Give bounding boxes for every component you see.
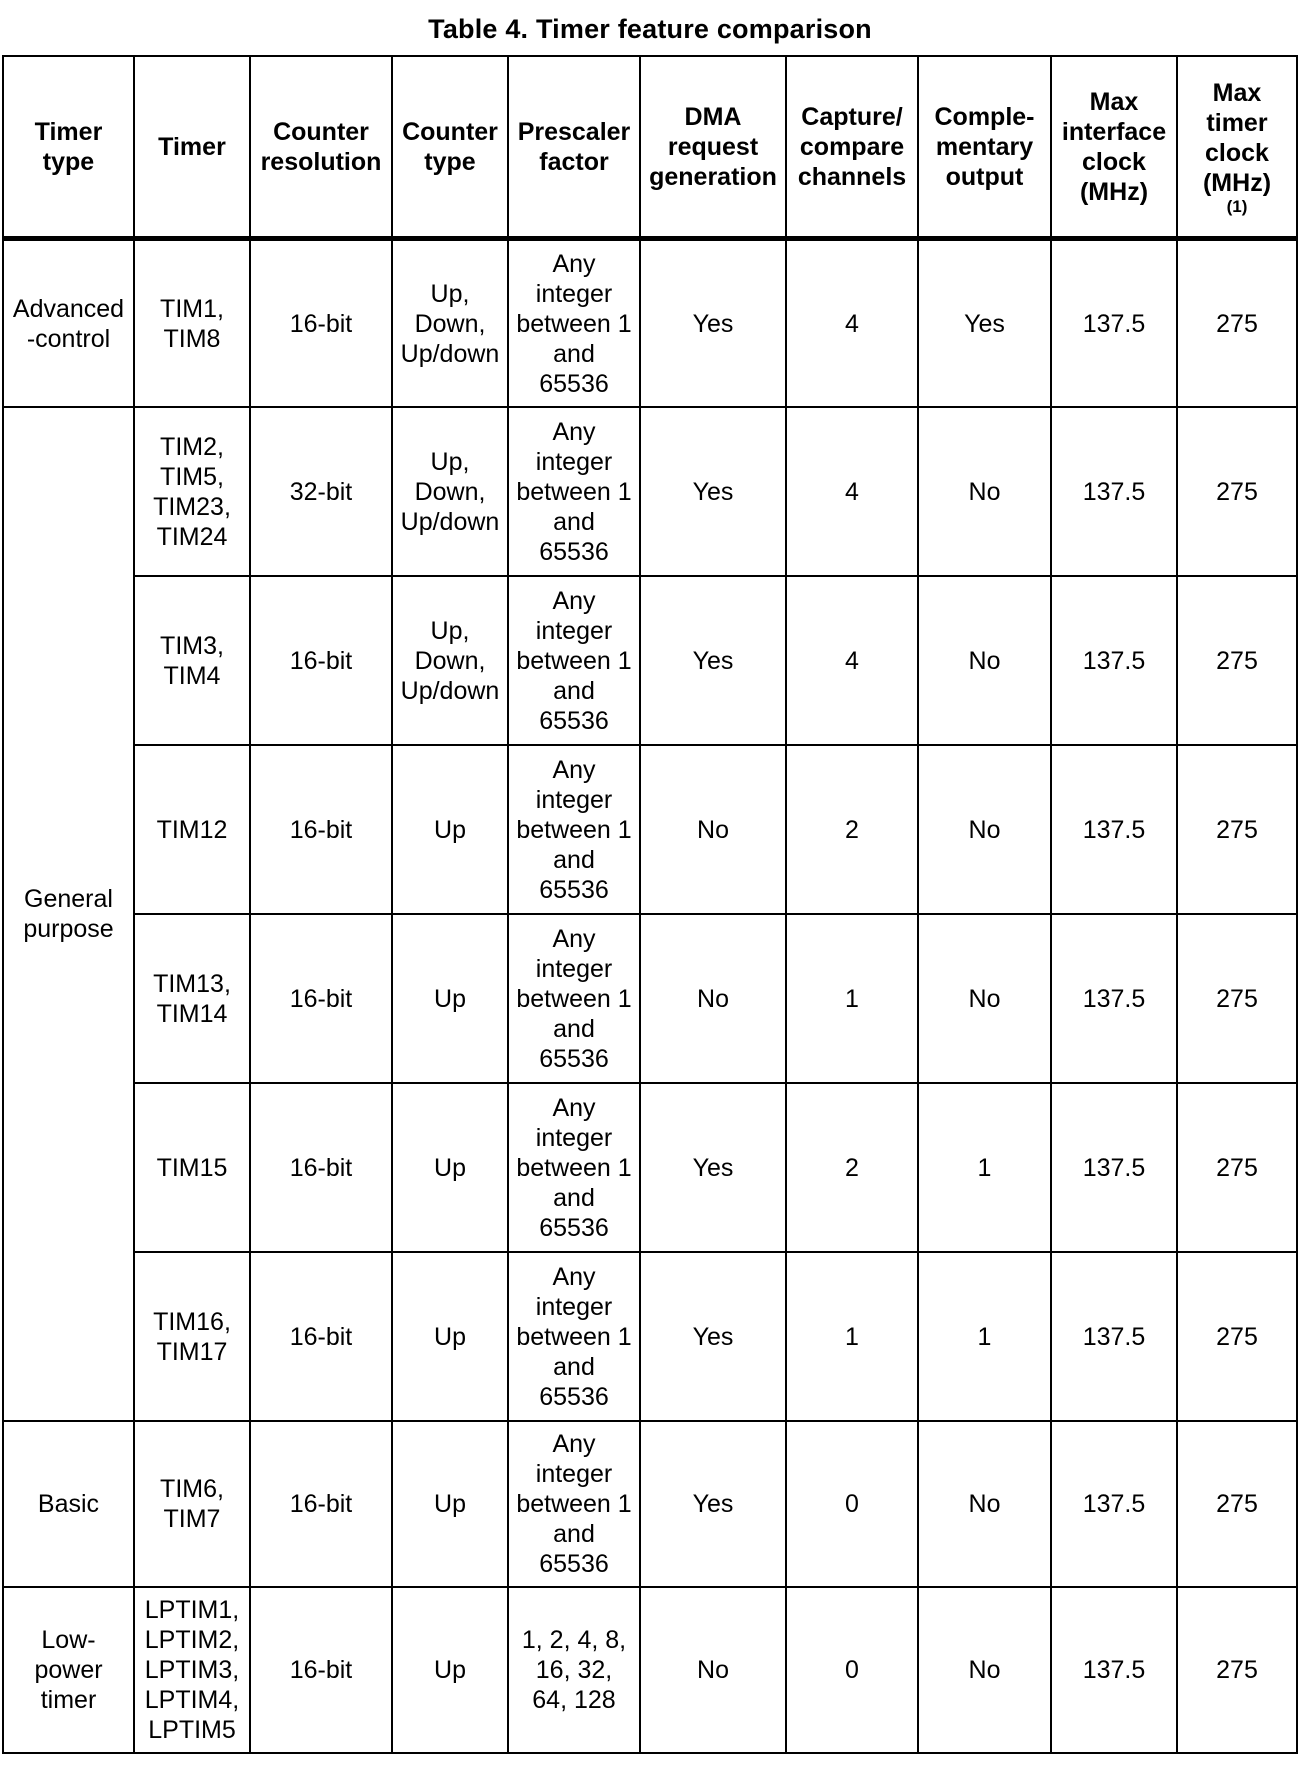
cell-prescaler: Any integer between 1 and 65536 — [508, 239, 640, 408]
cell-timer: TIM1, TIM8 — [134, 239, 250, 408]
table-row — [3, 914, 1297, 1083]
cell-max-interface-clock: 137.5 — [1051, 1587, 1177, 1753]
table-row — [3, 576, 1297, 745]
cell-dma: No — [640, 1587, 786, 1753]
header-counter-type: Counter type — [392, 56, 508, 239]
cell-timer: TIM12 — [134, 745, 250, 914]
header-max-timer-clock-label: Max timer clock (MHz) — [1202, 79, 1272, 197]
header-dma-request: DMA request generation — [640, 56, 786, 239]
cell-max-interface-clock: 137.5 — [1051, 1083, 1177, 1252]
header-capture-compare: Capture/ compare channels — [786, 56, 918, 239]
cell-complementary: No — [918, 914, 1051, 1083]
cell-resolution: 16-bit — [250, 745, 392, 914]
header-counter-resolution: Counter resolution — [250, 56, 392, 239]
cell-max-interface-clock: 137.5 — [1051, 576, 1177, 745]
cell-timer: TIM13, TIM14 — [134, 914, 250, 1083]
cell-timer: TIM15 — [134, 1083, 250, 1252]
cell-resolution: 16-bit — [250, 1083, 392, 1252]
cell-prescaler: Any integer between 1 and 65536 — [508, 1252, 640, 1421]
table-row — [3, 1252, 1297, 1421]
cell-timer: LPTIM1, LPTIM2, LPTIM3, LPTIM4, LPTIM5 — [134, 1587, 250, 1753]
cell-resolution: 16-bit — [250, 1421, 392, 1587]
cell-capture: 2 — [786, 1083, 918, 1252]
cell-max-timer-clock: 275 — [1177, 1587, 1297, 1753]
group-advanced-control: Advanced -control — [3, 239, 134, 408]
cell-complementary: No — [918, 407, 1051, 576]
cell-dma: Yes — [640, 239, 786, 408]
cell-prescaler: Any integer between 1 and 65536 — [508, 1083, 640, 1252]
header-complementary-output: Comple- mentary output — [918, 56, 1051, 239]
cell-max-interface-clock: 137.5 — [1051, 745, 1177, 914]
cell-max-timer-clock: 275 — [1177, 1252, 1297, 1421]
cell-capture: 2 — [786, 745, 918, 914]
cell-counter-type: Up, Down, Up/down — [392, 576, 508, 745]
cell-complementary: No — [918, 1587, 1051, 1753]
cell-prescaler: Any integer between 1 and 65536 — [508, 1421, 640, 1587]
group-low-power-timer: Low- power timer — [3, 1587, 134, 1753]
cell-capture: 1 — [786, 914, 918, 1083]
cell-capture: 4 — [786, 407, 918, 576]
table-title: Table 4. Timer feature comparison — [428, 14, 872, 44]
cell-capture: 0 — [786, 1421, 918, 1587]
cell-max-interface-clock: 137.5 — [1051, 1421, 1177, 1587]
table-row — [3, 1421, 1297, 1587]
cell-resolution: 16-bit — [250, 1587, 392, 1753]
cell-counter-type: Up — [392, 1421, 508, 1587]
header-max-interface-clock: Max interface clock (MHz) — [1051, 56, 1177, 239]
cell-counter-type: Up, Down, Up/down — [392, 407, 508, 576]
cell-max-timer-clock: 275 — [1177, 745, 1297, 914]
cell-max-timer-clock: 275 — [1177, 576, 1297, 745]
cell-dma: Yes — [640, 1421, 786, 1587]
cell-max-timer-clock: 275 — [1177, 239, 1297, 408]
cell-counter-type: Up — [392, 1083, 508, 1252]
header-prescaler-factor: Prescaler factor — [508, 56, 640, 239]
cell-counter-type: Up — [392, 1252, 508, 1421]
cell-max-interface-clock: 137.5 — [1051, 1252, 1177, 1421]
cell-prescaler: Any integer between 1 and 65536 — [508, 745, 640, 914]
cell-max-interface-clock: 137.5 — [1051, 239, 1177, 408]
cell-complementary: 1 — [918, 1083, 1051, 1252]
cell-counter-type: Up, Down, Up/down — [392, 239, 508, 408]
header-row — [3, 56, 1297, 239]
cell-capture: 0 — [786, 1587, 918, 1753]
cell-complementary: Yes — [918, 239, 1051, 408]
cell-max-timer-clock: 275 — [1177, 1421, 1297, 1587]
cell-max-interface-clock: 137.5 — [1051, 914, 1177, 1083]
cell-capture: 4 — [786, 576, 918, 745]
cell-counter-type: Up — [392, 914, 508, 1083]
cell-complementary: 1 — [918, 1252, 1051, 1421]
table-row — [3, 1587, 1297, 1753]
cell-max-timer-clock: 275 — [1177, 1083, 1297, 1252]
cell-timer: TIM2, TIM5, TIM23, TIM24 — [134, 407, 250, 576]
cell-timer: TIM3, TIM4 — [134, 576, 250, 745]
cell-complementary: No — [918, 745, 1051, 914]
cell-max-timer-clock: 275 — [1177, 914, 1297, 1083]
cell-dma: Yes — [640, 1083, 786, 1252]
cell-dma: No — [640, 914, 786, 1083]
cell-resolution: 16-bit — [250, 914, 392, 1083]
cell-counter-type: Up — [392, 745, 508, 914]
cell-resolution: 16-bit — [250, 576, 392, 745]
cell-dma: Yes — [640, 1252, 786, 1421]
table-row — [3, 745, 1297, 914]
cell-resolution: 16-bit — [250, 239, 392, 408]
table-row — [3, 407, 1297, 576]
cell-dma: Yes — [640, 576, 786, 745]
cell-max-timer-clock: 275 — [1177, 407, 1297, 576]
header-timer: Timer — [134, 56, 250, 239]
footnote-ref: (1) — [1226, 197, 1248, 216]
table-row — [3, 239, 1297, 408]
group-general-purpose: General purpose — [3, 407, 134, 1421]
cell-capture: 1 — [786, 1252, 918, 1421]
table-row — [3, 1083, 1297, 1252]
cell-prescaler: Any integer between 1 and 65536 — [508, 407, 640, 576]
cell-resolution: 16-bit — [250, 1252, 392, 1421]
header-timer-type: Timer type — [3, 56, 134, 239]
cell-max-interface-clock: 137.5 — [1051, 407, 1177, 576]
header-max-timer-clock — [1177, 56, 1297, 239]
cell-dma: Yes — [640, 407, 786, 576]
cell-complementary: No — [918, 1421, 1051, 1587]
group-basic: Basic — [3, 1421, 134, 1587]
cell-prescaler: 1, 2, 4, 8, 16, 32, 64, 128 — [508, 1587, 640, 1753]
cell-complementary: No — [918, 576, 1051, 745]
cell-timer: TIM16, TIM17 — [134, 1252, 250, 1421]
cell-timer: TIM6, TIM7 — [134, 1421, 250, 1587]
cell-prescaler: Any integer between 1 and 65536 — [508, 576, 640, 745]
cell-dma: No — [640, 745, 786, 914]
cell-resolution: 32-bit — [250, 407, 392, 576]
cell-prescaler: Any integer between 1 and 65536 — [508, 914, 640, 1083]
cell-capture: 4 — [786, 239, 918, 408]
cell-counter-type: Up — [392, 1587, 508, 1753]
timer-comparison-table — [2, 55, 1298, 1754]
